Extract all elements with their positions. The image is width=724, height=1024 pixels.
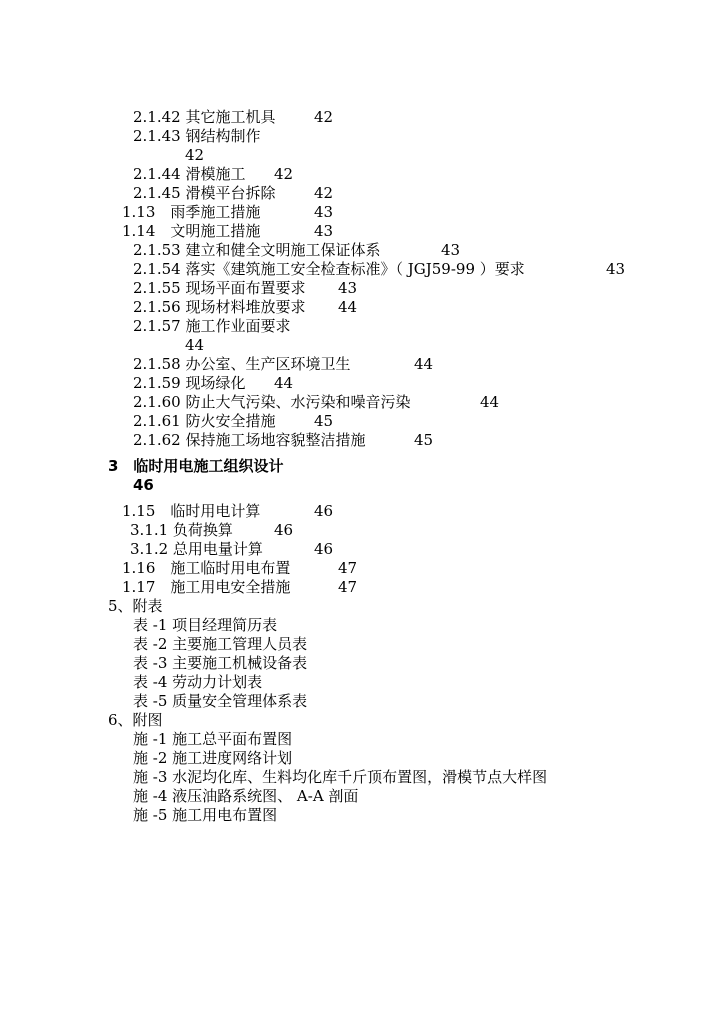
toc-entry-1-15: 1.15 临时用电计算 <box>122 502 261 520</box>
toc-page-number: 46 <box>314 540 334 558</box>
toc-appendix-table-1: 表 -1 项目经理简历表 <box>133 616 278 634</box>
toc-entry-2-1-60: 2.1.60 防止大气污染、水污染和噪音污染 <box>133 393 411 411</box>
toc-entry-2-1-61: 2.1.61 防火安全措施 <box>133 412 276 430</box>
toc-page-number: 42 <box>274 165 294 183</box>
toc-page-number: 44 <box>185 336 205 354</box>
toc-appendix-drawings-heading: 6、附图 <box>108 711 163 729</box>
toc-page-number: 46 <box>274 521 294 539</box>
toc-appendix-table-4: 表 -4 劳动力计划表 <box>133 673 263 691</box>
toc-appendix-drawing-4: 施 -4 液压油路系统图、 A-A 剖面 <box>133 787 359 805</box>
toc-page-number: 46 <box>314 502 334 520</box>
toc-entry-1-13: 1.13 雨季施工措施 <box>122 203 261 221</box>
toc-entry-3-1-2: 3.1.2 总用电量计算 <box>130 540 263 558</box>
toc-page-number: 43 <box>606 260 626 278</box>
toc-page-number: 44 <box>338 298 358 316</box>
toc-entry-2-1-57: 2.1.57 施工作业面要求 <box>133 317 291 335</box>
toc-page-number: 47 <box>338 559 358 577</box>
toc-entry-2-1-45: 2.1.45 滑模平台拆除 <box>133 184 276 202</box>
toc-entry-2-1-56: 2.1.56 现场材料堆放要求 <box>133 298 306 316</box>
toc-entry-1-16: 1.16 施工临时用电布置 <box>122 559 291 577</box>
toc-page-number: 44 <box>414 355 434 373</box>
toc-entry-2-1-59: 2.1.59 现场绿化 <box>133 374 246 392</box>
toc-page-number: 45 <box>314 412 334 430</box>
toc-entry-2-1-53: 2.1.53 建立和健全文明施工保证体系 <box>133 241 381 259</box>
toc-entry-2-1-54: 2.1.54 落实《建筑施工安全检查标准》（ JGJ59-99 ）要求 <box>133 260 525 278</box>
toc-entry-2-1-42: 2.1.42 其它施工机具 <box>133 108 276 126</box>
toc-appendix-drawing-2: 施 -2 施工进度网络计划 <box>133 749 293 767</box>
toc-page-number: 43 <box>441 241 461 259</box>
toc-page-number: 46 <box>133 476 154 494</box>
toc-appendix-table-3: 表 -3 主要施工机械设备表 <box>133 654 308 672</box>
toc-appendix-table-5: 表 -5 质量安全管理体系表 <box>133 692 308 710</box>
toc-chapter-3-heading: 3 临时用电施工组织设计 <box>108 457 284 475</box>
toc-page-number: 43 <box>314 222 334 240</box>
toc-entry-2-1-43: 2.1.43 钢结构制作 <box>133 127 261 145</box>
toc-appendix-tables-heading: 5、附表 <box>108 597 163 615</box>
toc-page-number: 42 <box>314 184 334 202</box>
toc-appendix-drawing-3: 施 -3 水泥均化库、生料均化库千斤顶布置图，滑模节点大样图 <box>133 768 548 786</box>
toc-entry-1-14: 1.14 文明施工措施 <box>122 222 261 240</box>
toc-entry-2-1-55: 2.1.55 现场平面布置要求 <box>133 279 306 297</box>
toc-page-number: 42 <box>314 108 334 126</box>
toc-page-number: 43 <box>338 279 358 297</box>
toc-appendix-drawing-5: 施 -5 施工用电布置图 <box>133 806 278 824</box>
toc-page-number: 43 <box>314 203 334 221</box>
toc-page-number: 44 <box>274 374 294 392</box>
toc-appendix-table-2: 表 -2 主要施工管理人员表 <box>133 635 308 653</box>
toc-page-number: 45 <box>414 431 434 449</box>
toc-page-number: 47 <box>338 578 358 596</box>
toc-entry-2-1-58: 2.1.58 办公室、生产区环境卫生 <box>133 355 351 373</box>
toc-appendix-drawing-1: 施 -1 施工总平面布置图 <box>133 730 293 748</box>
toc-entry-2-1-62: 2.1.62 保持施工场地容貌整洁措施 <box>133 431 366 449</box>
toc-entry-1-17: 1.17 施工用电安全措施 <box>122 578 291 596</box>
toc-page-number: 42 <box>185 146 205 164</box>
toc-page-number: 44 <box>480 393 500 411</box>
toc-entry-2-1-44: 2.1.44 滑模施工 <box>133 165 246 183</box>
toc-entry-3-1-1: 3.1.1 负荷换算 <box>130 521 233 539</box>
